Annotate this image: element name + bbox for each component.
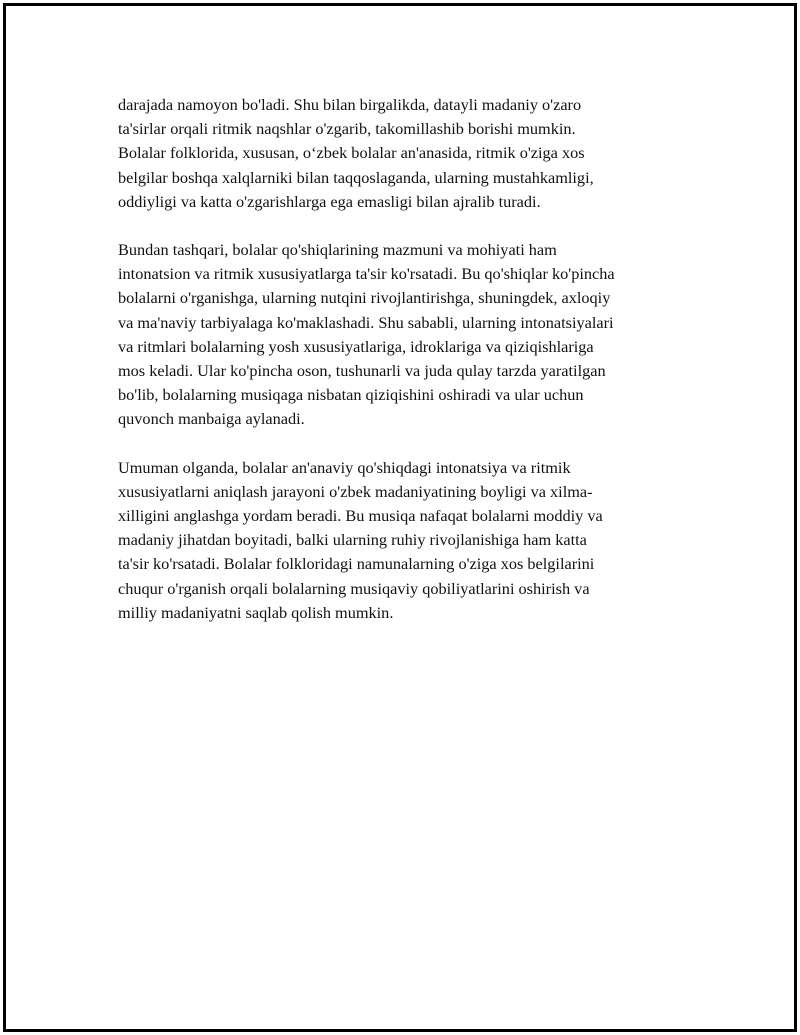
text-line: mos keladi. Ular ko'pincha oson, tushunarli va juda qulay tarzda yaratilgan (118, 361, 606, 381)
paragraph-2 (118, 238, 678, 432)
text-line: bolalarni o'rganishga, ularning nutqini rivojlantirishga, shuningdek, axloqiy (118, 288, 611, 308)
text-line: bo'lib, bolalarning musiqaga nisbatan qiziqishini oshiradi va ular uchun (118, 385, 584, 405)
text-line: chuqur o'rganish orqali bolalarning musiqaviy qobiliyatlarini oshirish va (118, 578, 590, 598)
text-line: quvonch manbaiga aylanadi. (118, 409, 305, 429)
text-line: xilligini anglashga yordam beradi. Bu musiqa nafaqat bolalarni moddiy va (118, 506, 603, 526)
text-line: belgilar boshqa xalqlarniki bilan taqqoslaganda, ularning mustahkamligi, (118, 167, 594, 187)
text-line: Umuman olganda, bolalar an'anaviy qo'shiqdagi intonatsiya va ritmik (118, 457, 571, 477)
text-line: oddiyligi va katta o'zgarishlarga ega emasligi bilan ajralib turadi. (118, 191, 541, 211)
text-line: milliy madaniyatni saqlab qolish mumkin. (118, 602, 394, 622)
text-line: va ritmlari bolalarning yosh xususiyatlariga, idroklariga va qiziqishlariga (118, 336, 594, 356)
paragraph-1 (118, 93, 678, 214)
text-line: va ma'naviy tarbiyalaga ko'maklashadi. Shu sababli, ularning intonatsiyalari (118, 312, 614, 332)
text-line: ta'sir ko'rsatadi. Bolalar folkloridagi namunalarning o'ziga xos belgilarini (118, 554, 595, 574)
text-line: intonatsion va ritmik xususiyatlarga ta'sir ko'rsatadi. Bu qo'shiqlar ko'pincha (118, 264, 615, 284)
text-line: madaniy jihatdan boyitadi, balki ularning ruhiy rivojlanishiga ham katta (118, 530, 587, 550)
text-line: Bundan tashqari, bolalar qo'shiqlarining mazmuni va mohiyati ham (118, 240, 557, 260)
document-body (118, 93, 678, 649)
text-line: darajada namoyon bo'ladi. Shu bilan birgalikda, datayli madaniy o'zaro (118, 95, 582, 114)
text-line: ta'sirlar orqali ritmik naqshlar o'zgarib, takomillashib borishi mumkin. (118, 119, 576, 139)
text-line: xususiyatlarni aniqlash jarayoni o'zbek madaniyatining boyligi va xilma- (118, 481, 593, 501)
text-line: Bolalar folklorida, xususan, o‘zbek bolalar an'anasida, ritmik o'ziga xos (118, 143, 585, 163)
paragraph-3 (118, 456, 678, 625)
